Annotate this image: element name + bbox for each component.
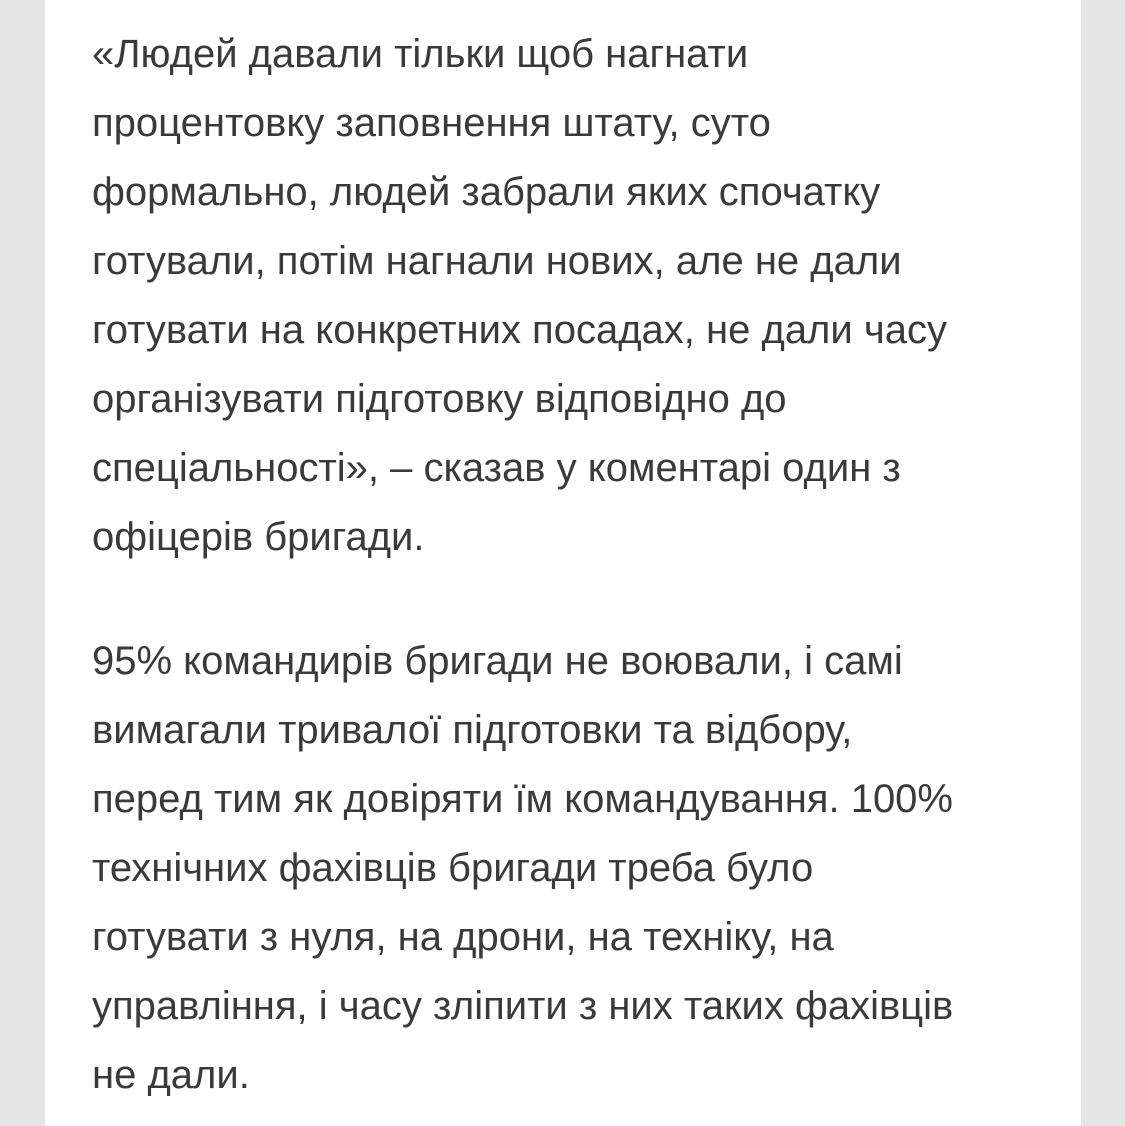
text-line: 95% командирів бригади не воювали, і самі (92, 639, 903, 683)
article-page (45, 0, 1081, 1126)
text-line: організувати підготовку відповідно до (92, 377, 787, 421)
text-line: процентовку заповнення штату, суто (92, 101, 771, 145)
text-line: вимагали тривалої підготовки та відбору, (92, 708, 853, 752)
text-line: формально, людей забрали яких спочатку (92, 170, 881, 214)
body-paragraph (92, 627, 1052, 1110)
text-line: управління, і часу зліпити з них таких фахівців (92, 984, 954, 1028)
text-line: офіцерів бригади. (92, 515, 425, 559)
text-line: технічних фахівців бригади треба було (92, 846, 814, 890)
article-body (92, 20, 1052, 1110)
text-line: «Людей давали тільки щоб нагнати (92, 32, 749, 76)
text-line: не дали. (92, 1053, 250, 1097)
text-line: перед тим як довіряти їм командування. 100% (92, 777, 953, 821)
text-line: готували, потім нагнали нових, але не дали (92, 239, 902, 283)
text-line: готувати з нуля, на дрони, на техніку, на (92, 915, 834, 959)
text-line: спеціальності», – сказав у коментарі один з (92, 446, 901, 490)
text-line: готувати на конкретних посадах, не дали часу (92, 308, 947, 352)
paragraph-spacer (92, 572, 1052, 627)
quote-paragraph (92, 20, 1052, 572)
